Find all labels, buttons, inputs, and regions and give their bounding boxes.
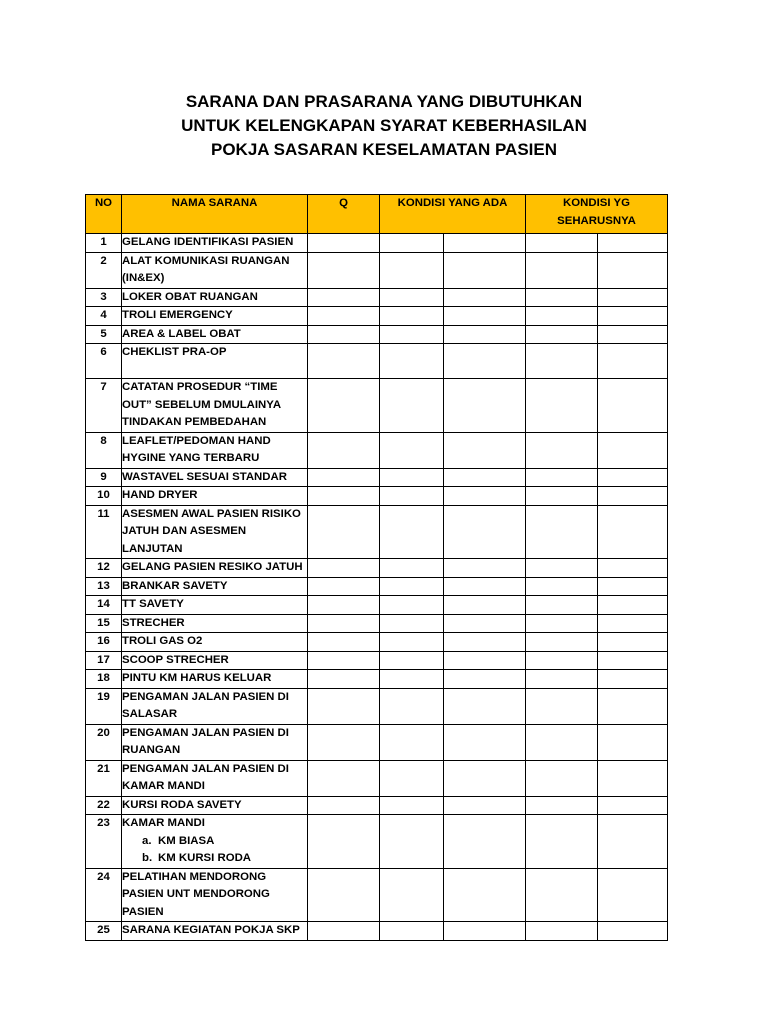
cell-kondisi-ada-1	[380, 344, 444, 379]
document-title	[0, 90, 768, 162]
row-number: 9	[86, 468, 122, 487]
row-nama-sarana	[122, 234, 308, 253]
table-row	[86, 505, 668, 559]
row-number: 13	[86, 577, 122, 596]
cell-kondisi-harus-1	[526, 487, 598, 506]
row-nama-text: ALAT KOMUNIKASI RUANGAN (IN&EX)	[122, 254, 290, 284]
table-header-row	[86, 195, 668, 234]
cell-kondisi-harus-1	[526, 344, 598, 379]
row-number: 16	[86, 633, 122, 652]
sub-item-label: a.	[142, 834, 152, 847]
cell-kondisi-harus-2	[598, 344, 668, 379]
row-number: 8	[86, 432, 122, 468]
row-nama-text: GELANG PASIEN RESIKO JATUH	[122, 561, 303, 573]
cell-kondisi-harus-1	[526, 432, 598, 468]
cell-kondisi-harus-1	[526, 234, 598, 253]
cell-kondisi-harus-2	[598, 432, 668, 468]
table-row	[86, 344, 668, 379]
row-nama-sarana	[122, 487, 308, 506]
cell-kondisi-ada-2	[444, 325, 526, 344]
cell-q	[308, 633, 380, 652]
row-number: 17	[86, 651, 122, 670]
cell-kondisi-ada-1	[380, 559, 444, 578]
cell-kondisi-ada-2	[444, 487, 526, 506]
row-nama-text: TROLI GAS O2	[122, 635, 203, 647]
cell-kondisi-ada-2	[444, 307, 526, 326]
row-nama-sarana	[122, 868, 308, 922]
row-number: 25	[86, 922, 122, 941]
row-nama-text: PENGAMAN JALAN PASIEN DI KAMAR MANDI	[122, 762, 289, 792]
row-nama-text: SARANA KEGIATAN POKJA SKP	[122, 924, 300, 936]
cell-kondisi-harus-1	[526, 307, 598, 326]
cell-kondisi-harus-2	[598, 868, 668, 922]
cell-kondisi-ada-1	[380, 379, 444, 433]
header-kondisi-yang-ada: KONDISI YANG ADA	[380, 195, 526, 234]
cell-kondisi-harus-1	[526, 325, 598, 344]
cell-kondisi-harus-2	[598, 468, 668, 487]
cell-kondisi-ada-1	[380, 868, 444, 922]
row-sub-item	[122, 850, 307, 868]
cell-kondisi-harus-2	[598, 487, 668, 506]
cell-q	[308, 760, 380, 796]
table-row	[86, 796, 668, 815]
cell-kondisi-harus-1	[526, 633, 598, 652]
cell-kondisi-ada-2	[444, 234, 526, 253]
cell-kondisi-ada-1	[380, 688, 444, 724]
cell-kondisi-ada-2	[444, 760, 526, 796]
table-row	[86, 651, 668, 670]
cell-kondisi-harus-2	[598, 724, 668, 760]
row-nama-text: PELATIHAN MENDORONG PASIEN UNT MENDORONG PASIEN	[122, 870, 270, 918]
row-nama-sarana	[122, 325, 308, 344]
cell-kondisi-harus-1	[526, 559, 598, 578]
cell-q	[308, 487, 380, 506]
cell-kondisi-harus-2	[598, 922, 668, 941]
cell-kondisi-ada-1	[380, 505, 444, 559]
cell-q	[308, 596, 380, 615]
row-nama-sarana	[122, 577, 308, 596]
table-row	[86, 688, 668, 724]
row-number: 24	[86, 868, 122, 922]
row-nama-sarana	[122, 651, 308, 670]
row-nama-sarana	[122, 468, 308, 487]
cell-kondisi-ada-2	[444, 288, 526, 307]
row-number: 22	[86, 796, 122, 815]
cell-kondisi-ada-2	[444, 922, 526, 941]
cell-q	[308, 505, 380, 559]
row-nama-text: CATATAN PROSEDUR “TIME OUT” SEBELUM DMULAINYA TINDAKAN PEMBEDAHAN	[122, 381, 281, 428]
row-number: 6	[86, 344, 122, 379]
header-nama-sarana: NAMA SARANA	[122, 195, 308, 234]
row-number: 18	[86, 670, 122, 689]
row-nama-text: PINTU KM HARUS KELUAR	[122, 672, 272, 684]
cell-kondisi-harus-2	[598, 796, 668, 815]
table-row	[86, 487, 668, 506]
cell-kondisi-harus-1	[526, 922, 598, 941]
row-nama-text: AREA & LABEL OBAT	[122, 327, 241, 340]
cell-kondisi-ada-1	[380, 633, 444, 652]
sub-item-text: KM KURSI RODA	[158, 852, 252, 864]
cell-q	[308, 815, 380, 869]
row-number: 11	[86, 505, 122, 559]
cell-q	[308, 922, 380, 941]
cell-q	[308, 379, 380, 433]
cell-kondisi-ada-1	[380, 724, 444, 760]
cell-q	[308, 688, 380, 724]
cell-kondisi-ada-2	[444, 577, 526, 596]
cell-kondisi-ada-2	[444, 614, 526, 633]
cell-kondisi-ada-1	[380, 234, 444, 253]
cell-kondisi-harus-2	[598, 815, 668, 869]
cell-kondisi-ada-2	[444, 559, 526, 578]
table-row	[86, 577, 668, 596]
cell-q	[308, 234, 380, 253]
row-nama-sarana	[122, 288, 308, 307]
row-sub-item	[122, 833, 307, 851]
header-no: NO	[86, 195, 122, 234]
cell-kondisi-harus-2	[598, 288, 668, 307]
cell-q	[308, 670, 380, 689]
cell-kondisi-harus-1	[526, 760, 598, 796]
title-line-1: SARANA DAN PRASARANA YANG DIBUTUHKAN	[185, 92, 583, 111]
title-line-2: UNTUK KELENGKAPAN SYARAT KEBERHASILAN	[181, 116, 587, 135]
cell-q	[308, 724, 380, 760]
cell-kondisi-ada-2	[444, 468, 526, 487]
cell-kondisi-ada-2	[444, 868, 526, 922]
cell-kondisi-harus-2	[598, 760, 668, 796]
cell-kondisi-ada-2	[444, 633, 526, 652]
cell-q	[308, 252, 380, 288]
table-row	[86, 307, 668, 326]
cell-kondisi-ada-1	[380, 468, 444, 487]
cell-kondisi-ada-2	[444, 651, 526, 670]
row-nama-text: TT SAVETY	[122, 598, 184, 610]
cell-kondisi-harus-1	[526, 815, 598, 869]
cell-kondisi-harus-2	[598, 596, 668, 615]
row-nama-sarana	[122, 505, 308, 559]
row-nama-text: GELANG IDENTIFIKASI PASIEN	[122, 236, 294, 248]
row-number: 20	[86, 724, 122, 760]
row-nama-sarana	[122, 922, 308, 941]
table-row	[86, 325, 668, 344]
cell-kondisi-harus-2	[598, 688, 668, 724]
row-nama-sarana	[122, 815, 308, 869]
table-row	[86, 596, 668, 615]
cell-kondisi-harus-2	[598, 234, 668, 253]
cell-kondisi-ada-1	[380, 760, 444, 796]
cell-kondisi-ada-1	[380, 288, 444, 307]
table-row	[86, 868, 668, 922]
cell-q	[308, 288, 380, 307]
cell-kondisi-harus-1	[526, 468, 598, 487]
cell-kondisi-harus-2	[598, 651, 668, 670]
cell-kondisi-harus-1	[526, 868, 598, 922]
table-row	[86, 670, 668, 689]
row-number: 10	[86, 487, 122, 506]
cell-kondisi-harus-2	[598, 559, 668, 578]
cell-kondisi-ada-2	[444, 688, 526, 724]
row-nama-sarana	[122, 614, 308, 633]
table-body	[86, 234, 668, 941]
cell-kondisi-ada-1	[380, 670, 444, 689]
cell-kondisi-ada-1	[380, 651, 444, 670]
table-row	[86, 288, 668, 307]
cell-kondisi-ada-1	[380, 796, 444, 815]
row-nama-text: LEAFLET/PEDOMAN HAND HYGINE YANG TERBARU	[122, 434, 271, 464]
cell-kondisi-harus-2	[598, 633, 668, 652]
table-row	[86, 468, 668, 487]
row-number: 4	[86, 307, 122, 326]
sub-item-text: KM BIASA	[158, 834, 215, 847]
row-number: 15	[86, 614, 122, 633]
cell-kondisi-ada-1	[380, 307, 444, 326]
cell-kondisi-ada-2	[444, 344, 526, 379]
cell-kondisi-harus-1	[526, 724, 598, 760]
cell-q	[308, 468, 380, 487]
row-number: 14	[86, 596, 122, 615]
cell-kondisi-harus-1	[526, 505, 598, 559]
row-nama-sarana	[122, 670, 308, 689]
cell-q	[308, 307, 380, 326]
header-q: Q	[308, 195, 380, 234]
sub-item-label: b.	[142, 852, 153, 864]
cell-q	[308, 577, 380, 596]
cell-kondisi-harus-2	[598, 379, 668, 433]
table-row	[86, 559, 668, 578]
cell-kondisi-ada-2	[444, 815, 526, 869]
cell-q	[308, 614, 380, 633]
row-number: 5	[86, 325, 122, 344]
row-nama-text: HAND DRYER	[122, 489, 198, 501]
table-row	[86, 724, 668, 760]
row-nama-sarana	[122, 688, 308, 724]
row-nama-sarana	[122, 596, 308, 615]
cell-kondisi-ada-2	[444, 596, 526, 615]
cell-kondisi-harus-1	[526, 596, 598, 615]
row-nama-sarana	[122, 760, 308, 796]
row-nama-text: SCOOP STRECHER	[122, 653, 229, 666]
row-nama-sarana	[122, 379, 308, 433]
cell-kondisi-ada-1	[380, 432, 444, 468]
cell-kondisi-ada-2	[444, 796, 526, 815]
cell-kondisi-ada-1	[380, 577, 444, 596]
table-row	[86, 252, 668, 288]
cell-q	[308, 868, 380, 922]
row-nama-text: PENGAMAN JALAN PASIEN DI SALASAR	[122, 690, 289, 720]
sarana-table	[85, 194, 668, 941]
cell-kondisi-harus-1	[526, 651, 598, 670]
cell-kondisi-ada-2	[444, 670, 526, 689]
cell-kondisi-ada-1	[380, 252, 444, 288]
row-nama-text: CHEKLIST PRA-OP	[122, 346, 227, 358]
cell-kondisi-ada-1	[380, 815, 444, 869]
header-kondisi-seharusnya: KONDISI YG SEHARUSNYA	[526, 195, 668, 234]
row-nama-text: TROLI EMERGENCY	[122, 309, 233, 321]
row-number: 7	[86, 379, 122, 433]
cell-kondisi-harus-1	[526, 577, 598, 596]
table-row	[86, 432, 668, 468]
cell-kondisi-ada-2	[444, 432, 526, 468]
row-nama-text: WASTAVEL SESUAI STANDAR	[122, 470, 287, 483]
cell-kondisi-ada-2	[444, 379, 526, 433]
row-nama-sarana	[122, 724, 308, 760]
cell-kondisi-harus-1	[526, 796, 598, 815]
cell-kondisi-harus-2	[598, 252, 668, 288]
row-nama-sarana	[122, 796, 308, 815]
row-number: 3	[86, 288, 122, 307]
row-nama-text: KAMAR MANDI	[122, 817, 205, 829]
title-line-3: POKJA SASARAN KESELAMATAN PASIEN	[210, 140, 557, 159]
cell-q	[308, 651, 380, 670]
cell-kondisi-harus-2	[598, 670, 668, 689]
table-row	[86, 760, 668, 796]
cell-kondisi-ada-1	[380, 596, 444, 615]
row-nama-sarana	[122, 252, 308, 288]
cell-kondisi-harus-2	[598, 505, 668, 559]
cell-kondisi-ada-1	[380, 614, 444, 633]
cell-kondisi-ada-1	[380, 922, 444, 941]
table-row	[86, 379, 668, 433]
cell-kondisi-ada-2	[444, 252, 526, 288]
row-number: 12	[86, 559, 122, 578]
cell-kondisi-ada-2	[444, 724, 526, 760]
row-nama-text: STRECHER	[122, 616, 185, 629]
cell-kondisi-harus-1	[526, 252, 598, 288]
cell-kondisi-harus-2	[598, 325, 668, 344]
row-nama-sarana	[122, 559, 308, 578]
row-number: 19	[86, 688, 122, 724]
row-number: 21	[86, 760, 122, 796]
table-row	[86, 922, 668, 941]
row-nama-text: BRANKAR SAVETY	[122, 579, 228, 592]
cell-kondisi-harus-2	[598, 577, 668, 596]
cell-kondisi-ada-1	[380, 325, 444, 344]
cell-q	[308, 432, 380, 468]
cell-kondisi-ada-2	[444, 505, 526, 559]
row-nama-sarana	[122, 344, 308, 379]
cell-q	[308, 325, 380, 344]
cell-kondisi-harus-1	[526, 288, 598, 307]
table-row	[86, 234, 668, 253]
table-row	[86, 815, 668, 869]
cell-q	[308, 559, 380, 578]
row-nama-sarana	[122, 633, 308, 652]
row-nama-text: ASESMEN AWAL PASIEN RISIKO JATUH DAN ASESMEN LANJUTAN	[122, 507, 301, 555]
cell-kondisi-ada-1	[380, 487, 444, 506]
cell-q	[308, 796, 380, 815]
row-nama-text: KURSI RODA SAVETY	[122, 798, 242, 811]
cell-kondisi-harus-1	[526, 688, 598, 724]
cell-kondisi-harus-2	[598, 614, 668, 633]
cell-q	[308, 344, 380, 379]
row-nama-text: PENGAMAN JALAN PASIEN DI RUANGAN	[122, 726, 289, 756]
row-number: 1	[86, 234, 122, 253]
cell-kondisi-harus-1	[526, 614, 598, 633]
row-number: 2	[86, 252, 122, 288]
row-number: 23	[86, 815, 122, 869]
table-row	[86, 614, 668, 633]
table-row	[86, 633, 668, 652]
cell-kondisi-harus-1	[526, 379, 598, 433]
cell-kondisi-harus-1	[526, 670, 598, 689]
cell-kondisi-harus-2	[598, 307, 668, 326]
row-nama-sarana	[122, 307, 308, 326]
row-nama-sarana	[122, 432, 308, 468]
row-nama-text: LOKER OBAT RUANGAN	[122, 290, 258, 303]
